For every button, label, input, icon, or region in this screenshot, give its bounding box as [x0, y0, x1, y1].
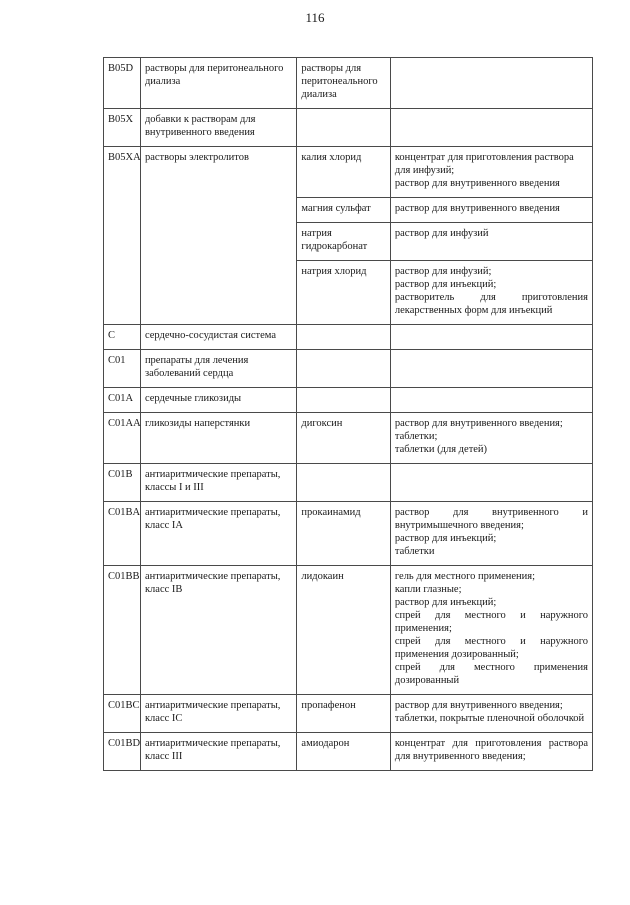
dosage-form: раствор для инъекций; — [394, 597, 497, 608]
dosage-form: таблетки, покрытые пленочной оболочкой — [394, 713, 585, 724]
atc-code: C01BA — [104, 502, 141, 566]
drug-name: прокаинамид — [297, 502, 390, 566]
table-row — [104, 109, 593, 147]
atc-code: C01 — [104, 350, 141, 388]
drug-name — [297, 464, 390, 502]
dosage-form: раствор для внутривенного введения — [394, 178, 560, 189]
dosage-forms — [390, 413, 592, 464]
table-row — [104, 147, 593, 198]
anatomical-group: сердечно-сосудистая система — [140, 325, 296, 350]
dosage-form: гель для местного применения; — [394, 571, 536, 582]
dosage-forms — [390, 198, 592, 223]
dosage-forms — [390, 58, 592, 109]
dosage-form: раствор для инфузий — [394, 228, 489, 239]
dosage-form: раствор для внутривенного введения; — [394, 418, 563, 429]
atc-code: B05D — [104, 58, 141, 109]
dosage-form: концентрат для приготовления раствора для внутривенного введения; — [394, 738, 588, 762]
drug-name — [297, 350, 390, 388]
drug-name: магния сульфат — [297, 198, 390, 223]
dosage-form: раствор для внутривенного введения; — [394, 700, 563, 711]
atc-code: C01BB — [104, 566, 141, 695]
drug-name: дигоксин — [297, 413, 390, 464]
atc-code: B05XA — [104, 147, 141, 325]
dosage-form: спрей для местного и наружного применения; — [394, 610, 588, 634]
dosage-forms — [390, 350, 592, 388]
dosage-form: таблетки — [394, 546, 435, 557]
dosage-forms — [390, 223, 592, 261]
anatomical-group: антиаритмические препараты, класс IC — [140, 695, 296, 733]
anatomical-group: антиаритмические препараты, классы I и III — [140, 464, 296, 502]
dosage-form: раствор для инъекций; — [394, 533, 497, 544]
anatomical-group: антиаритмические препараты, класс IA — [140, 502, 296, 566]
drug-name: пропафенон — [297, 695, 390, 733]
table-row — [104, 388, 593, 413]
table-row — [104, 566, 593, 695]
drug-classification-table — [103, 57, 593, 771]
dosage-forms — [390, 325, 592, 350]
drug-name — [297, 388, 390, 413]
atc-code: B05X — [104, 109, 141, 147]
drug-name: натрия гидрокарбонат — [297, 223, 390, 261]
dosage-form: таблетки (для детей) — [394, 444, 488, 455]
dosage-form: таблетки; — [394, 431, 438, 442]
page-number: 116 — [305, 10, 325, 25]
dosage-form: концентрат для приготовления раствора для инфузий; — [394, 152, 574, 176]
anatomical-group: препараты для лечения заболеваний сердца — [140, 350, 296, 388]
dosage-form: раствор для инъекций; — [394, 279, 497, 290]
dosage-form: раствор для внутривенного введения — [394, 203, 560, 214]
dosage-form: капли глазные; — [394, 584, 462, 595]
dosage-forms — [390, 147, 592, 198]
dosage-form: растворитель для приготовления лекарственных форм для инъекций — [394, 292, 588, 316]
atc-code: C — [104, 325, 141, 350]
dosage-form: раствор для инфузий; — [394, 266, 492, 277]
dosage-forms — [390, 502, 592, 566]
drug-name — [297, 325, 390, 350]
atc-code: C01BD — [104, 733, 141, 771]
drug-name: калия хлорид — [297, 147, 390, 198]
table-row — [104, 350, 593, 388]
dosage-forms — [390, 388, 592, 413]
dosage-form: спрей для местного применения дозированный — [394, 662, 588, 686]
dosage-forms — [390, 464, 592, 502]
table-row — [104, 325, 593, 350]
atc-code: C01BC — [104, 695, 141, 733]
dosage-form: спрей для местного и наружного применения дозированный; — [394, 636, 588, 660]
table-row — [104, 58, 593, 109]
table-row — [104, 464, 593, 502]
anatomical-group: сердечные гликозиды — [140, 388, 296, 413]
dosage-forms — [390, 695, 592, 733]
anatomical-group: антиаритмические препараты, класс IB — [140, 566, 296, 695]
table-row — [104, 502, 593, 566]
dosage-forms — [390, 566, 592, 695]
dosage-form: раствор для внутривенного и внутримышечного введения; — [394, 507, 588, 531]
drug-name: растворы для перитонеального диализа — [297, 58, 390, 109]
dosage-forms — [390, 733, 592, 771]
drug-name — [297, 109, 390, 147]
table-row — [104, 413, 593, 464]
dosage-forms — [390, 109, 592, 147]
atc-code: C01B — [104, 464, 141, 502]
table-row — [104, 733, 593, 771]
anatomical-group: антиаритмические препараты, класс III — [140, 733, 296, 771]
anatomical-group: растворы электролитов — [140, 147, 296, 325]
atc-code: C01AA — [104, 413, 141, 464]
drug-name: амиодарон — [297, 733, 390, 771]
drug-name: натрия хлорид — [297, 261, 390, 325]
anatomical-group: добавки к растворам для внутривенного введения — [140, 109, 296, 147]
anatomical-group: гликозиды наперстянки — [140, 413, 296, 464]
table-row — [104, 695, 593, 733]
drug-name: лидокаин — [297, 566, 390, 695]
atc-code: C01A — [104, 388, 141, 413]
anatomical-group: растворы для перитонеального диализа — [140, 58, 296, 109]
dosage-forms — [390, 261, 592, 325]
